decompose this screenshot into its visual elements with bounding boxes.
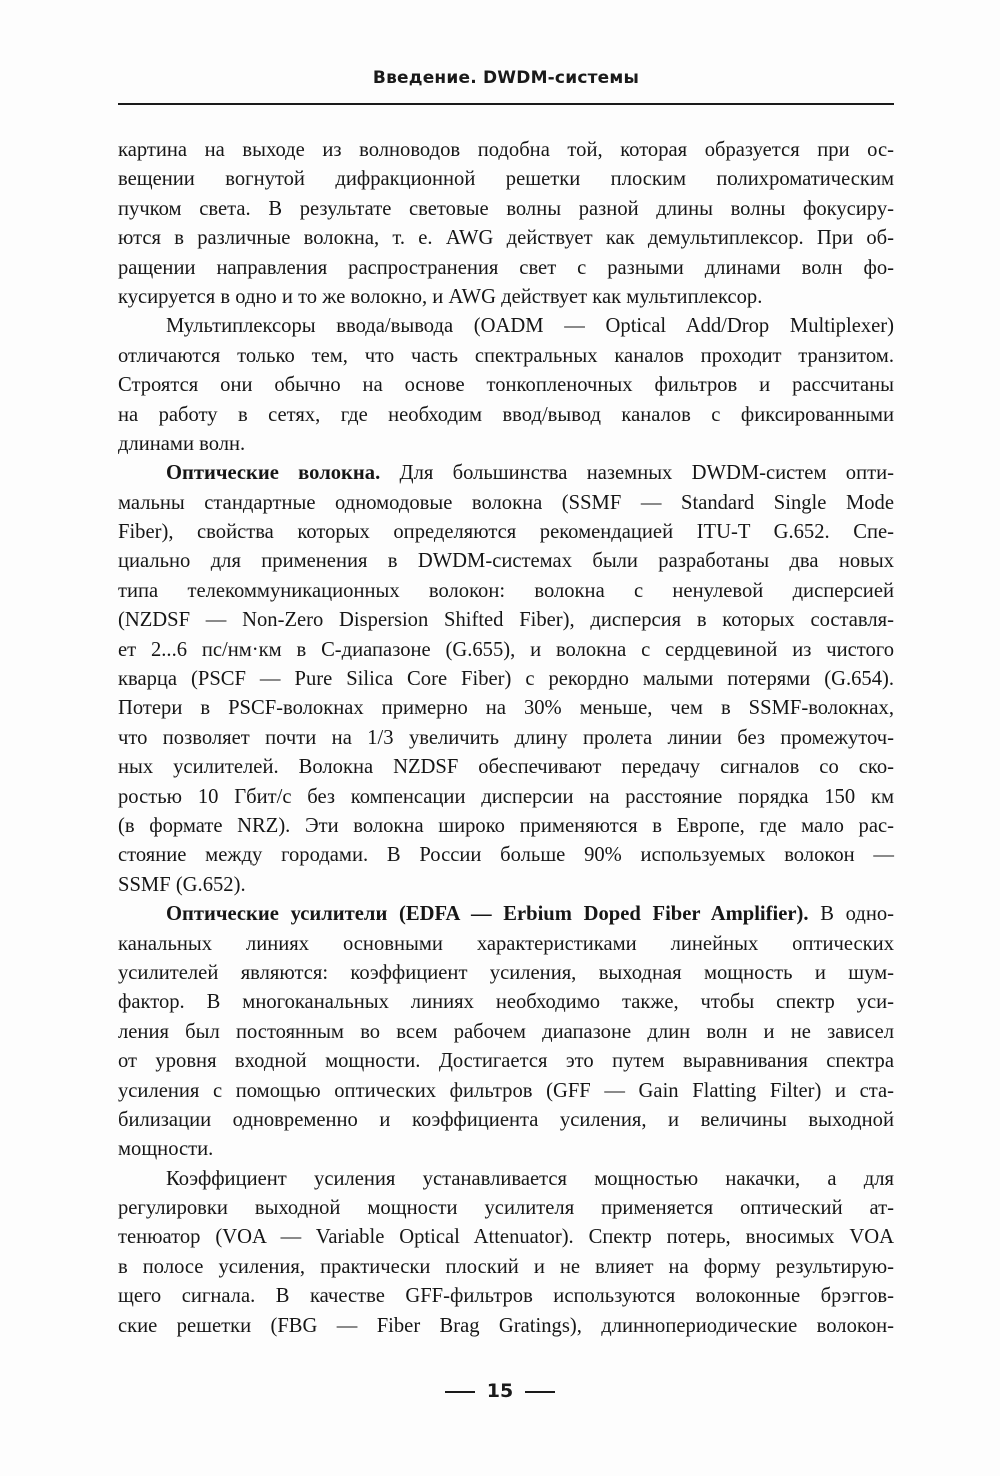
text-line: тенюатор (VOA — Variable Optical Attenuator). Спектр потерь, вносимых VOA bbox=[118, 1226, 894, 1249]
text-run: Для большинства наземных DWDM-систем опти- bbox=[380, 462, 894, 485]
text-line: регулировки выходной мощности усилителя применяется оптический ат- bbox=[118, 1197, 894, 1220]
text-line: пучком света. В результате световые волны разной длины волны фокусиру- bbox=[118, 197, 894, 220]
section-heading-optical-fibers: Оптические волокна. bbox=[166, 462, 381, 485]
paragraph-optical-fibers bbox=[118, 459, 894, 900]
footer-dash-left bbox=[445, 1391, 475, 1393]
text-line: на работу в сетях, где необходим ввод/вывод каналов с фиксированными bbox=[118, 403, 894, 426]
header-rule bbox=[118, 103, 894, 105]
text-line: ские решетки (FBG — Fiber Brag Gratings), длиннопериодические волокон- bbox=[118, 1314, 894, 1337]
paragraph bbox=[118, 312, 894, 459]
text-line: типа телекоммуникационных волокон: волокна с ненулевой дисперсией bbox=[118, 579, 894, 602]
text-line: мальны стандартные одномодовые волокна (SSMF — Standard Single Mode bbox=[118, 491, 894, 514]
running-head-title: Введение. DWDM-системы bbox=[372, 68, 640, 88]
paragraph bbox=[118, 1165, 894, 1341]
text-line: в полосе усиления, практически плоский и не влияет на форму результирую- bbox=[118, 1255, 894, 1278]
text-line: (в формате NRZ). Эти волокна широко применяются в Европе, где мало рас- bbox=[118, 814, 894, 837]
text-line: ются в различные волокна, т. е. AWG действует как демультиплексор. При об- bbox=[118, 227, 894, 250]
text-line: длинами волн. bbox=[118, 432, 246, 455]
text-line: Потери в PSCF-волокнах примерно на 30% меньше, чем в SSMF-волокнах, bbox=[118, 697, 894, 720]
text-line: канальных линиях основными характеристиками линейных оптических bbox=[118, 932, 894, 955]
text-line: ращении направления распространения свет с разными длинами волн фо- bbox=[118, 256, 894, 279]
text-line: кварца (PSCF — Pure Silica Core Fiber) с рекордно малыми потерями (G.654). bbox=[118, 668, 894, 691]
text-line: (NZDSF — Non-Zero Dispersion Shifted Fiber), дисперсия в которых составля- bbox=[118, 609, 894, 632]
text-line: что позволяет почти на 1/3 увеличить длину пролета линии без промежуточ- bbox=[118, 726, 894, 749]
page-number: 15 bbox=[486, 1380, 514, 1402]
text-line: билизации одновременно и коэффициента усиления, и величины выходной bbox=[118, 1108, 894, 1131]
text-line: ления был постоянным во всем рабочем диапазоне длин волн и не зависел bbox=[118, 1020, 894, 1043]
text-line: Мультиплексоры ввода/вывода (OADM — Optical Add/Drop Multiplexer) bbox=[166, 315, 894, 338]
text-line: усилителей являются: коэффициент усиления, выходная мощность и шум- bbox=[118, 961, 894, 984]
text-line: усиления с помощью оптических фильтров (GFF — Gain Flatting Filter) и ста- bbox=[118, 1079, 894, 1102]
body-text bbox=[118, 136, 894, 1341]
text-line: ет 2...6 пс/нм·км в С-диапазоне (G.655), и волокна с сердцевиной из чистого bbox=[118, 638, 894, 661]
paragraph-optical-amplifiers bbox=[118, 900, 894, 1165]
text-line: от уровня входной мощности. Достигается это путем выравнивания спектра bbox=[118, 1050, 894, 1073]
text-line: циально для применения в DWDM-системах были разработаны два новых bbox=[118, 550, 894, 573]
text-line: ростью 10 Гбит/с без компенсации дисперсии на расстояние порядка 150 км bbox=[118, 785, 894, 808]
text-line: вещении вогнутой дифракционной решетки плоским полихроматическим bbox=[118, 168, 894, 191]
text-line: мощности. bbox=[118, 1138, 214, 1161]
text-run: В одно- bbox=[808, 903, 895, 926]
text-line: стояние между городами. В России больше 90% используемых волокон — bbox=[118, 844, 894, 867]
page-number-footer bbox=[0, 1380, 1000, 1402]
footer-dash-right bbox=[525, 1391, 555, 1393]
text-line bbox=[118, 900, 894, 929]
paragraph bbox=[118, 136, 894, 312]
text-line: фактор. В многоканальных линиях необходимо также, чтобы спектр уси- bbox=[118, 991, 894, 1014]
text-line: картина на выходе из волноводов подобна той, которая образуется при ос- bbox=[118, 139, 894, 161]
text-line: ных усилителей. Волокна NZDSF обеспечивают передачу сигналов со ско- bbox=[118, 756, 894, 779]
text-line: щего сигнала. В качестве GFF-фильтров используются волоконные брэггов- bbox=[118, 1285, 894, 1308]
text-line: отличаются только тем, что часть спектральных каналов проходит транзитом. bbox=[118, 344, 894, 367]
section-heading-optical-amplifiers: Оптические усилители (EDFA — Erbium Doped Fiber Amplifier). bbox=[166, 903, 809, 926]
text-line: Строятся они обычно на основе тонкопленочных фильтров и рассчитаны bbox=[118, 374, 894, 397]
text-line: кусируется в одно и то же волокно, и AWG действует как мультиплексор. bbox=[118, 285, 763, 308]
text-line bbox=[118, 459, 894, 488]
text-line: Коэффициент усиления устанавливается мощностью накачки, а для bbox=[166, 1167, 894, 1190]
text-line: SSMF (G.652). bbox=[118, 873, 246, 896]
text-line: Fiber), свойства которых определяются рекомендацией ITU-T G.652. Спе- bbox=[118, 521, 894, 544]
